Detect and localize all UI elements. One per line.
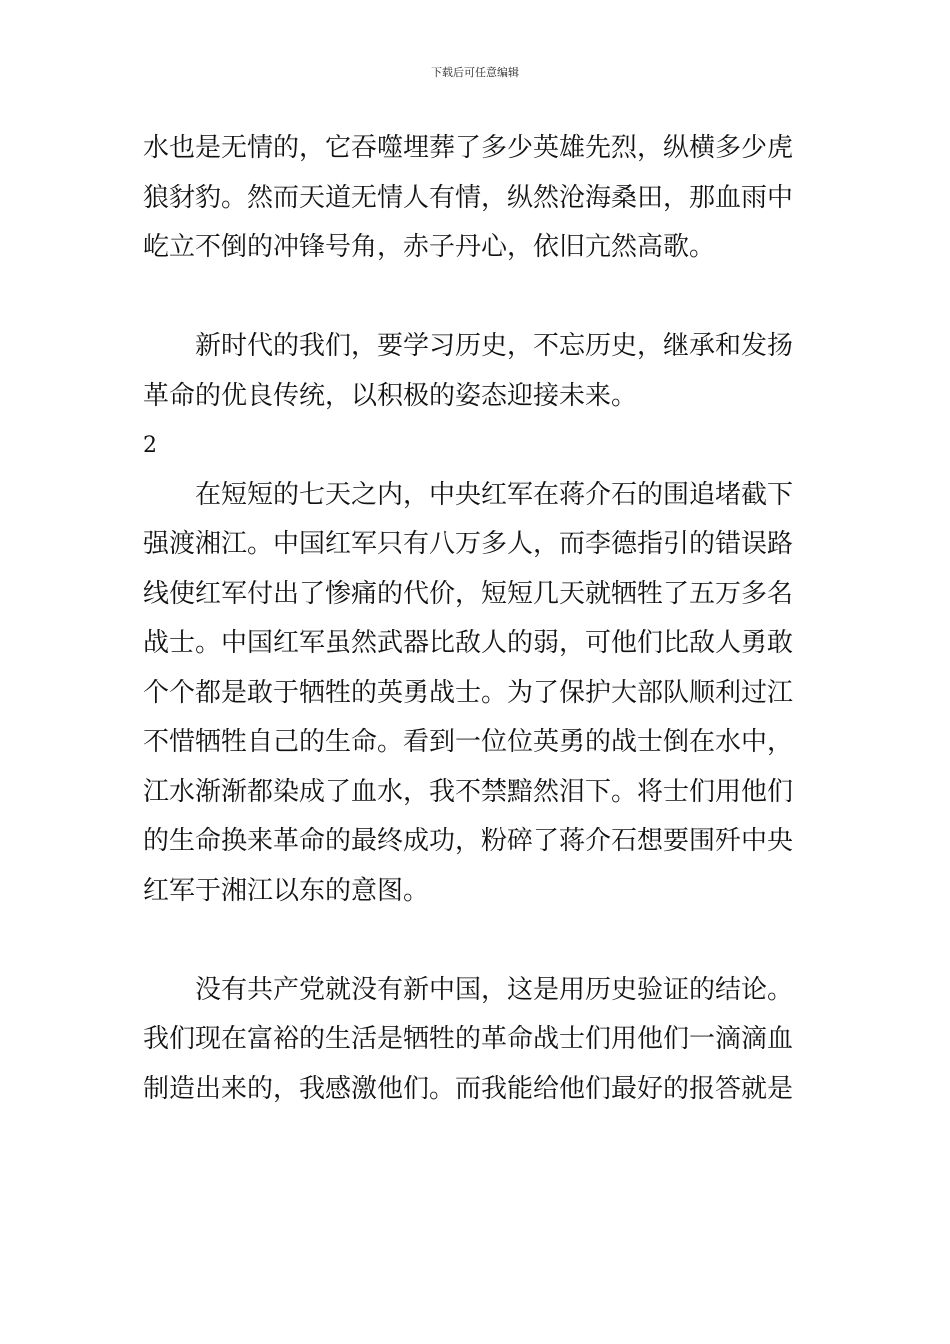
text-line: 不惜牺牲自己的生命。看到一位位英勇的战士倒在水中， xyxy=(143,727,794,757)
text-line: 的生命换来革命的最终成功，粉碎了蒋介石想要围歼中央 xyxy=(143,826,794,856)
text-line: 江水渐渐都染成了血水，我不禁黯然泪下。将士们用他们 xyxy=(143,776,794,807)
text-line: 新时代的我们，要学习历史，不忘历史，继承和发扬 xyxy=(195,331,794,361)
text-line: 水也是无情的，它吞噬埋葬了多少英雄先烈，纵横多少虎 xyxy=(143,133,794,163)
paragraph-3 xyxy=(143,471,809,917)
text-line: 红军于湘江以东的意图。 xyxy=(143,875,430,906)
section-number: 2 xyxy=(143,433,157,458)
text-line: 我们现在富裕的生活是牺牲的革命战士们用他们一滴滴血 xyxy=(143,1024,794,1054)
text-line: 强渡湘江。中国红军只有八万多人，而李德指引的错误路 xyxy=(143,529,794,559)
text-line: 战士。中国红军虽然武器比敌人的弱，可他们比敌人勇敢 xyxy=(143,628,794,658)
body-text xyxy=(143,124,809,1114)
text-line: 革命的优良传统，以积极的姿态迎接未来。 xyxy=(143,380,638,411)
text-line: 线使红军付出了惨痛的代价，短短几天就牺牲了五万多名 xyxy=(143,578,794,609)
paragraph-4 xyxy=(143,966,809,1115)
text-line: 狼豺豹。然而天道无情人有情，纵然沧海桑田，那血雨中 xyxy=(143,182,794,213)
text-line: 屹立不倒的冲锋号角，赤子丹心，依旧亢然高歌。 xyxy=(143,232,716,262)
text-line: 个个都是敢于牺牲的英勇战士。为了保护大部队顺利过江 xyxy=(143,677,794,708)
text-line: 没有共产党就没有新中国，这是用历史验证的结论。 xyxy=(195,974,794,1005)
paragraph-2 xyxy=(143,322,809,421)
paragraph-1 xyxy=(143,124,809,273)
header-note: 下载后可任意编辑 xyxy=(431,66,519,79)
text-line: 制造出来的，我感激他们。而我能给他们最好的报答就是 xyxy=(143,1073,794,1104)
text-line: 在短短的七天之内，中央红军在蒋介石的围追堵截下 xyxy=(195,479,794,510)
